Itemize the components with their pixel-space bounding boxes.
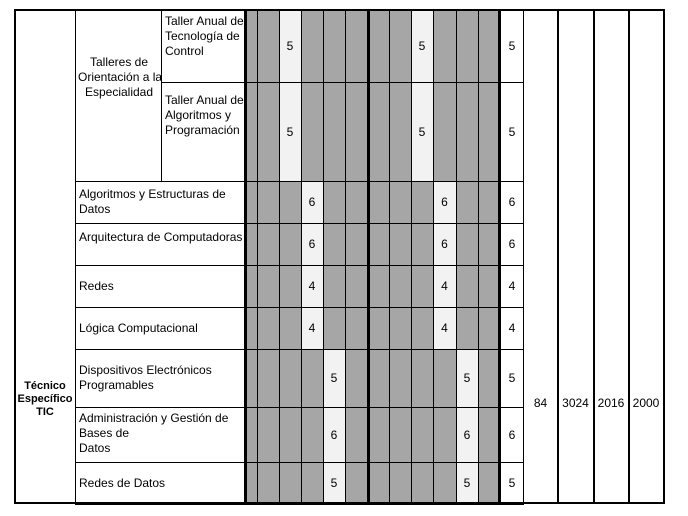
hours-value: 5: [463, 476, 471, 490]
hours-value: 5: [418, 39, 426, 53]
workshop-name-line: Taller Anual de: [165, 14, 244, 28]
subject-name-line: Datos: [79, 441, 111, 455]
workshop-name-line: Taller Anual de: [165, 93, 244, 107]
subject-name-line: Dispositivos Electrónicos: [79, 363, 212, 377]
category-label-line: TIC: [36, 406, 54, 418]
group-label-line: Talleres de: [89, 55, 149, 69]
hours-value: 6: [463, 428, 471, 442]
subject-name-line: Programables: [79, 378, 154, 392]
hours-value: 5: [330, 476, 338, 490]
hours-value: 5: [418, 125, 426, 139]
hours-value: 4: [308, 279, 316, 293]
hours-value: 6: [441, 237, 448, 251]
hours-value: 4: [308, 321, 316, 335]
row-total-value: 5: [508, 125, 516, 139]
subject-name-line: Algoritmos y Estructuras de: [79, 187, 226, 201]
subject-name-line: Bases de: [79, 426, 130, 440]
total-value: 84: [533, 396, 548, 410]
subject-name-line: Redes de Datos: [79, 476, 166, 490]
hours-value: 6: [308, 195, 316, 209]
group-label-line: Orientación a la: [78, 70, 163, 84]
row-total-value: 5: [508, 39, 516, 53]
hours-value: 5: [463, 371, 471, 385]
row-total-value: 4: [508, 321, 516, 335]
row-total-value: 6: [508, 195, 516, 209]
hours-value: 6: [308, 237, 316, 251]
workshop-name-line: Algoritmos y: [165, 108, 232, 122]
hours-value: 6: [330, 428, 338, 442]
hours-value: 4: [441, 321, 448, 335]
subject-name-line: Administración y Gestión de: [79, 411, 229, 425]
total-value: 2000: [632, 396, 660, 410]
row-total-value: 6: [508, 428, 516, 442]
workshop-name-line: Control: [165, 44, 204, 58]
hours-value: 6: [441, 195, 448, 209]
subject-name-line: Lógica Computacional: [79, 321, 198, 335]
category-label-line: Técnico: [24, 380, 66, 392]
group-label-line: Especialidad: [84, 85, 154, 99]
row-total-value: 4: [508, 279, 516, 293]
hours-value: 5: [286, 39, 294, 53]
table-border: [14, 9, 665, 504]
workshop-name-line: Tecnología de: [165, 29, 240, 43]
row-total-value: 5: [508, 476, 516, 490]
row-total-value: 5: [508, 371, 516, 385]
subject-name-line: Redes: [79, 279, 114, 293]
row-total-value: 6: [508, 237, 516, 251]
total-value: 3024: [562, 396, 589, 410]
category-label-line: Específico: [17, 393, 73, 405]
hours-value: 5: [330, 371, 338, 385]
hours-value: 4: [441, 279, 448, 293]
total-value: 2016: [597, 396, 625, 410]
subject-name-line: Datos: [79, 202, 111, 216]
hours-value: 5: [286, 125, 294, 139]
subject-name-line: Arquitectura de Computadoras: [79, 230, 243, 244]
workshop-name-line: Programación: [165, 123, 240, 137]
